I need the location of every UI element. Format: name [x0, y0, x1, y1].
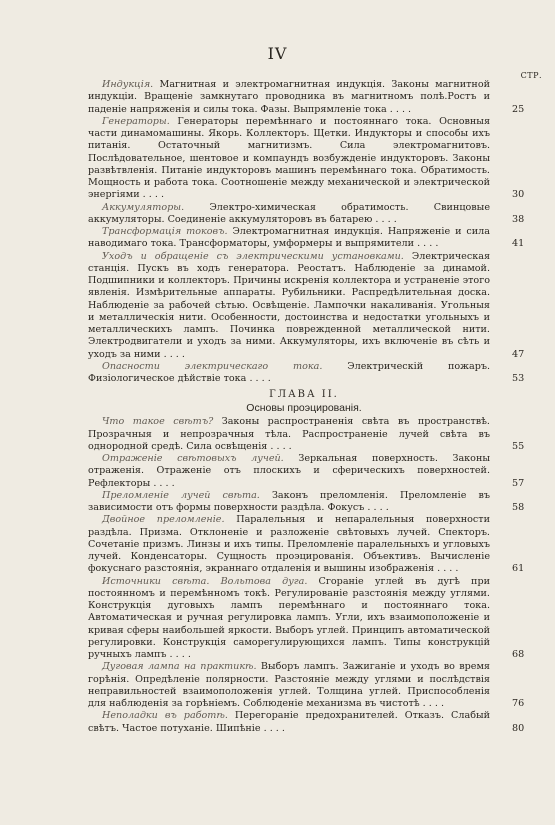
- chapter-title: Основы проэцированія.: [246, 402, 362, 415]
- chapter-heading: [88, 388, 520, 415]
- leader-dots: . . . .: [267, 440, 292, 452]
- toc-entry-text: Магнитная и электромагнитная индукція. Законы магнитной индукціи. Вращеніе замкнутаго проводника въ магнитномъ полѣ.Ростъ и паденіе напряженія и силы тока. Фазы. Выпрямленіе тока: [88, 79, 490, 115]
- table-of-contents: [88, 79, 525, 735]
- leader-dots: . . . .: [372, 213, 397, 225]
- leader-dots: . . . .: [160, 348, 185, 360]
- toc-entry-text: Перегораніе предохранителей. Отказъ. Слабый свѣтъ. Частое потуханіе. Шипѣніе: [88, 710, 491, 734]
- toc-entry-text: Законъ преломленія. Преломленіе въ зависимости отъ формы поверхности раздѣла. Фокусъ: [88, 489, 491, 513]
- toc-entry: [88, 710, 525, 735]
- toc-entry-page: 25: [512, 103, 525, 115]
- toc-entry-text: Зеркальная поверхность. Законы отраженія. Отраженіе отъ плоскихъ и сферическихъ поверхностей. Рефлекторы: [88, 453, 490, 489]
- toc-entry-text: Электро-химическая обратимость. Свинцовые аккумуляторы. Соединеніе аккумуляторовъ въ батарею: [88, 201, 490, 225]
- toc-entry: [88, 453, 525, 490]
- leader-dots: . . . .: [434, 563, 459, 575]
- toc-entry: [88, 661, 525, 710]
- toc-entry: [88, 250, 525, 361]
- toc-entry-title: Трансформація токовъ.: [102, 226, 228, 237]
- toc-entry-title: Аккумуляторы.: [102, 201, 185, 213]
- toc-entry-page: 61: [512, 563, 525, 575]
- toc-section-2: [88, 416, 525, 735]
- toc-entry-text: Генераторы перемѣннаго и постояннаго тока. Основныя части динамомашины. Якорь. Коллекторъ. Щетки. Индукторы и способы ихъ питанія. Остаточный магнитизмъ. Сила электромагнитовъ. Послѣдовательное, шентовое и компаундъ возбужденіе индукторовъ. Законы развѣтвленія. Питаніе индукторовъ машинъ перемѣннаго тока. Обратимость. Мощность и работа тока. Соотношеніе между механической и электрической энергіями: [88, 115, 490, 201]
- toc-entry-page: 80: [512, 722, 525, 734]
- leader-dots: . . . .: [139, 189, 164, 201]
- toc-entry-page: 68: [512, 649, 525, 660]
- leader-dots: . . . .: [419, 698, 445, 709]
- toc-entry-page: 55: [512, 440, 525, 452]
- toc-entry-text: Электрическая станція. Пускъ въ ходъ генератора. Реостатъ. Наблюденіе за динамой. Подшипники и коллекторъ. Причины искренія коллектора и устраненіе этого явленія. Измѣрительные аппараты. Рубильники. Распредѣлительная доска. Наблюденіе за рабочей сѣтью. Освѣщеніе. Лампочки накаливанія. Угольныя и металлическія нити. Особенности, достоинства и недостатки угольныхъ и металлическихъ лампъ. Починка поврежденной металлической нити. Электродвигатели и уходъ за ними. Аккумуляторы, ихъ включеніе въ сѣть и уходъ за ними: [88, 250, 490, 360]
- toc-entry-text: Сгораніе углей въ дугѣ при постоянномъ и перемѣнномъ токѣ. Регулированіе разстоянія между углями. Конструкція дуговыхъ лампъ перемѣннаго и постояннаго тока. Автоматическая и ручная регулировка лампъ. Угли, ихъ взаимоположеніе и кривая сферы наибольшей яркости. Выборъ углей. Принципъ автоматической регулировки. Конструкція саморегулирующихся лампъ. Типы конструкцій ручныхъ лампъ: [88, 575, 490, 660]
- toc-entry: [88, 201, 525, 227]
- toc-entry-page: 58: [512, 502, 525, 513]
- toc-entry-title: Источники свѣта. Вольтова дуга.: [102, 575, 308, 587]
- leader-dots: . . . .: [166, 649, 191, 660]
- toc-entry-title: Двойное преломленіе.: [102, 514, 225, 526]
- toc-entry-title: Опасности электрическаго тока.: [102, 360, 323, 372]
- toc-entry-title: Что такое свѣтъ?: [102, 416, 214, 428]
- page-column-label: СТР.: [520, 71, 542, 80]
- leader-dots: . . . .: [364, 502, 389, 513]
- leader-dots: . . . .: [414, 238, 439, 250]
- toc-entry-page: 30: [512, 189, 525, 201]
- toc-section-1: [88, 79, 525, 385]
- chapter-number: ГЛАВА II.: [269, 389, 339, 401]
- toc-entry-text: Электрическій пожаръ. Физіологическое дѣйствіе тока: [88, 360, 490, 384]
- toc-entry: [88, 514, 525, 575]
- toc-entry: [88, 360, 525, 386]
- toc-entry-page: 76: [512, 698, 525, 709]
- leader-dots: . . . .: [260, 722, 285, 734]
- toc-entry-title: Уходъ и обращеніе съ электрическими установками.: [102, 250, 404, 262]
- leader-dots: . . . .: [386, 103, 412, 115]
- toc-entry: [88, 226, 525, 251]
- toc-entry-page: 53: [512, 373, 525, 384]
- page-number: IV: [267, 44, 288, 63]
- toc-entry: [88, 416, 525, 453]
- leader-dots: . . . .: [246, 373, 271, 384]
- toc-entry-title: Генераторы.: [102, 115, 170, 127]
- toc-entry-page: 57: [512, 477, 525, 489]
- toc-entry: [88, 79, 525, 116]
- toc-entry: [88, 489, 525, 515]
- toc-entry-title: Отраженіе свѣтовыхъ лучей.: [102, 453, 284, 464]
- toc-entry-text: Выборъ лампъ. Зажиганіе и уходъ во время горѣнія. Опредѣленіе полярности. Разстояніе между углями и послѣдствія неправильностей взаимоположенія углей. Толщина углей. Приспособленія для наблюденія за горѣніемъ. Соблюденіе механизма въ чистотѣ: [88, 661, 490, 709]
- toc-entry-text: Электромагнитная индукція. Напряженіе и сила наводимаго тока. Трансформаторы, умформеры и выпрямители: [88, 226, 490, 250]
- toc-entry-title: Дуговая лампа на практикѣ.: [102, 661, 257, 673]
- toc-entry-title: Неполадки въ работѣ.: [102, 710, 228, 722]
- toc-entry-page: 47: [512, 348, 525, 360]
- toc-entry-text: Законы распространенія свѣта въ пространствѣ. Прозрачныя и непрозрачныя тѣла. Распространеніе лучей свѣта въ однородной средѣ. Сила освѣщенія: [88, 416, 490, 452]
- toc-entry-page: 41: [512, 238, 525, 250]
- toc-entry-title: Преломленіе лучей свѣта.: [102, 489, 260, 501]
- leader-dots: . . . .: [150, 477, 175, 489]
- toc-entry: [88, 115, 525, 202]
- toc-entry-title: Индукція.: [102, 79, 154, 90]
- toc-entry-text: Паралельныя и непаралельныя поверхности раздѣла. Призма. Отклоненіе и разложеніе свѣтовыхъ лучей. Спекторъ. Сочетаніе призмъ. Линзы и ихъ типы. Преломленіе паралельныхъ и угловыхъ лучей. Конденсаторы. Сущность проэцированія. Объективъ. Вычисленіе фокуснаго разстоянія, экраннаго отдаленія и вышины изображенія: [88, 514, 490, 575]
- toc-entry: [88, 575, 525, 662]
- toc-entry-page: 38: [512, 213, 525, 225]
